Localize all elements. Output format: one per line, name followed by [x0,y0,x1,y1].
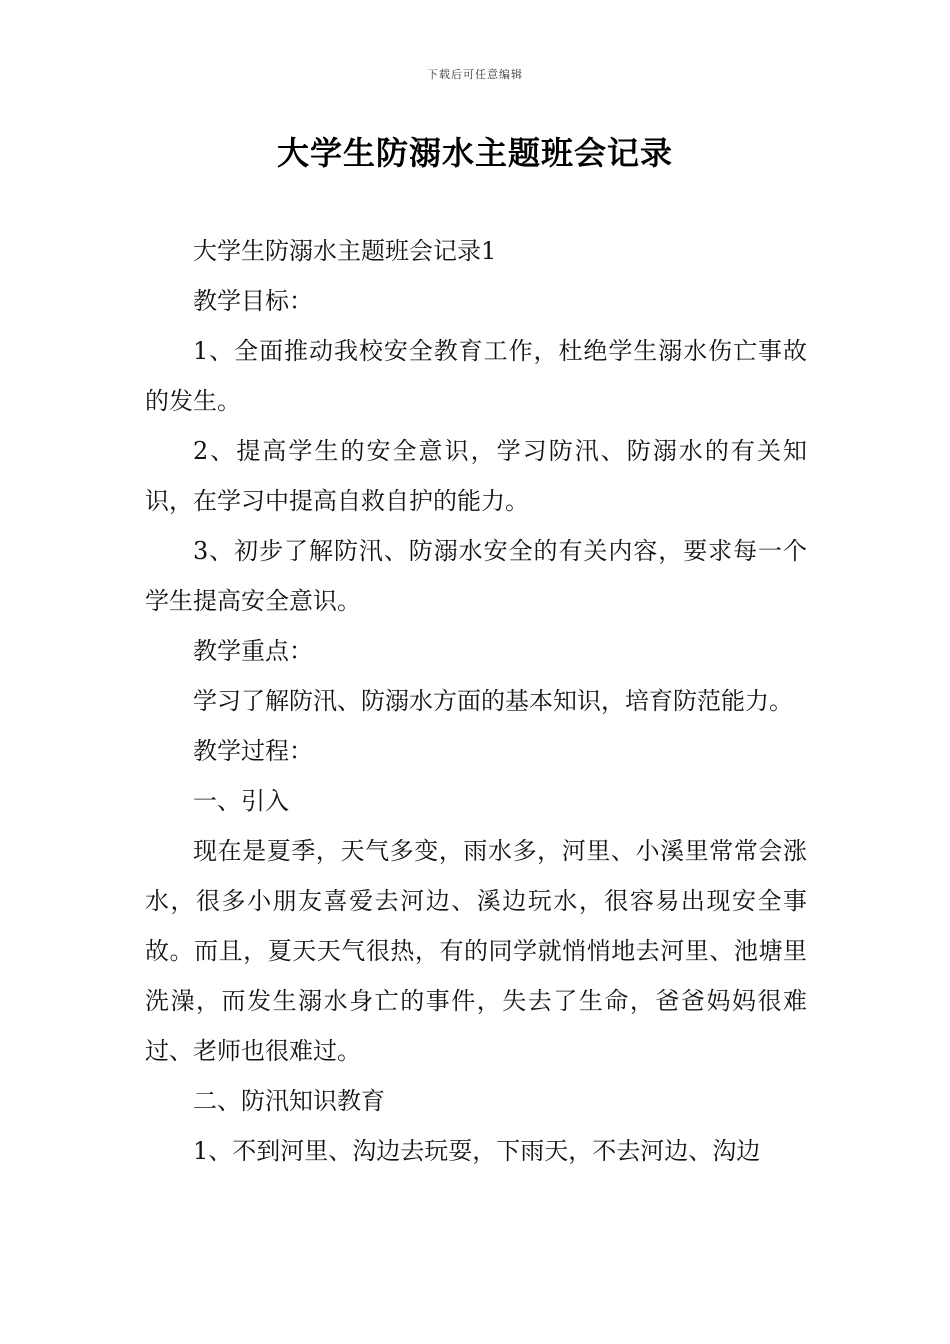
paragraph: 二、防汛知识教育 [193,1087,385,1115]
paragraph: 一、引入 [193,787,289,815]
paragraph: 1、全面推动我校安全教育工作，杜绝学生溺水伤亡事故的发生。 [145,337,807,415]
paragraph: 教学过程： [193,737,313,765]
paragraph: 教学目标： [193,287,313,315]
paragraph: 2、提高学生的安全意识，学习防汛、防溺水的有关知识，在学习中提高自救自护的能力。 [145,437,807,515]
document-body [145,226,807,1176]
paragraph: 3、初步了解防汛、防溺水安全的有关内容，要求每一个学生提高安全意识。 [145,537,807,615]
document-title: 大学生防溺水主题班会记录 [276,134,673,172]
paragraph: 学习了解防汛、防溺水方面的基本知识，培育防范能力。 [193,687,793,715]
paragraph: 教学重点： [193,637,313,665]
section-heading: 大学生防溺水主题班会记录1 [193,237,497,265]
paragraph: 1、不到河里、沟边去玩耍，下雨天，不去河边、沟边 [193,1137,761,1165]
paragraph: 现在是夏季，天气多变，雨水多，河里、小溪里常常会涨水，很多小朋友喜爱去河边、溪边玩水，很容易出现安全事故。而且，夏天天气很热，有的同学就悄悄地去河里、池塘里洗澡，而发生溺水身亡的事件，失去了生命，爸爸妈妈很难过、老师也很难过。 [145,837,807,1065]
header-note: 下载后可任意编辑 [427,68,523,81]
